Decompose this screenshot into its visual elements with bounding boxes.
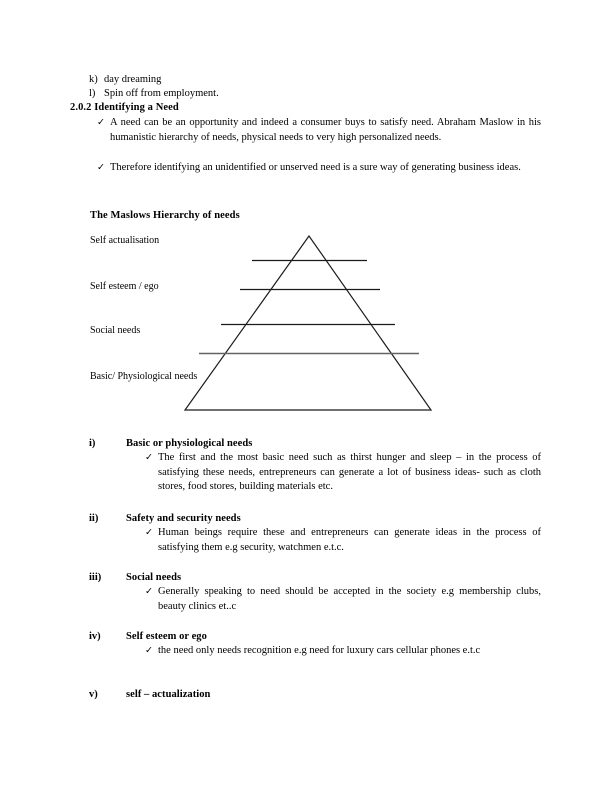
needs-list-item bbox=[89, 512, 541, 527]
needs-item-numeral: i) bbox=[89, 438, 96, 449]
needs-item-detail bbox=[145, 526, 541, 555]
list-item bbox=[89, 86, 389, 101]
needs-item-heading: Social needs bbox=[126, 572, 182, 583]
pyramid-triangle-outline bbox=[185, 236, 431, 410]
needs-item-heading: Basic or physiological needs bbox=[126, 438, 253, 449]
pyramid-label-basic-needs: Basic/ Physiological needs bbox=[90, 371, 198, 382]
needs-item-heading: Self esteem or ego bbox=[126, 631, 207, 642]
check-icon: ✓ bbox=[145, 587, 153, 597]
pyramid-label-social-needs: Social needs bbox=[90, 325, 141, 336]
diagram-title: The Maslows Hierarchy of needs bbox=[90, 210, 240, 221]
list-item-marker: k) bbox=[89, 74, 98, 85]
pyramid-label-self-esteem: Self esteem / ego bbox=[90, 281, 159, 292]
list-item-marker: l) bbox=[89, 88, 96, 99]
check-icon: ✓ bbox=[97, 118, 105, 128]
needs-list-item bbox=[89, 630, 541, 645]
needs-item-heading: Safety and security needs bbox=[126, 513, 241, 524]
check-icon: ✓ bbox=[145, 528, 153, 538]
list-item-text: Spin off from employment. bbox=[104, 88, 219, 99]
needs-item-heading: self – actualization bbox=[126, 689, 211, 700]
needs-item-detail-text: Human beings require these and entrepreneurs can generate ideas in the process of satisfying them e.g security, watchmen e.t.c. bbox=[158, 527, 541, 553]
needs-list-item bbox=[89, 688, 541, 703]
needs-item-numeral: iv) bbox=[89, 631, 101, 642]
bullet-text: Therefore identifying an unidentified or unserved need is a sure way of generating business ideas. bbox=[110, 162, 521, 173]
needs-item-detail bbox=[145, 644, 541, 659]
check-icon: ✓ bbox=[145, 646, 153, 656]
check-icon: ✓ bbox=[97, 163, 105, 173]
section-heading: 2.0.2 Identifying a Need bbox=[70, 102, 179, 113]
needs-item-detail-text: The first and the most basic need such as thirst hunger and sleep – in the process of satisfying these needs, entrepreneurs can generate a lot of business ideas- such as cloth stores, food stores, building materials etc. bbox=[158, 452, 541, 493]
bullet-text: A need can be an opportunity and indeed a consumer buys to satisfy need. Abraham Maslow in his humanistic hierarchy of needs, physical needs to very high personalized needs. bbox=[110, 117, 541, 143]
needs-list-item bbox=[89, 571, 541, 586]
bullet-paragraph bbox=[97, 161, 541, 176]
needs-item-detail bbox=[145, 585, 541, 614]
bullet-paragraph bbox=[97, 116, 541, 145]
needs-item-detail bbox=[145, 451, 541, 495]
needs-item-detail-text: Generally speaking to need should be accepted in the society e.g membership clubs, beauty clinics et..c bbox=[158, 586, 541, 612]
needs-item-numeral: ii) bbox=[89, 513, 99, 524]
list-item bbox=[89, 72, 389, 87]
needs-list-item bbox=[89, 437, 541, 452]
needs-item-numeral: v) bbox=[89, 689, 98, 700]
list-item-text: day dreaming bbox=[104, 74, 162, 85]
pyramid-label-self-actualisation: Self actualisation bbox=[90, 235, 160, 246]
needs-item-numeral: iii) bbox=[89, 572, 102, 583]
needs-item-detail-text: the need only needs recognition e.g need for luxury cars cellular phones e.t.c bbox=[158, 645, 481, 656]
check-icon: ✓ bbox=[145, 453, 153, 463]
